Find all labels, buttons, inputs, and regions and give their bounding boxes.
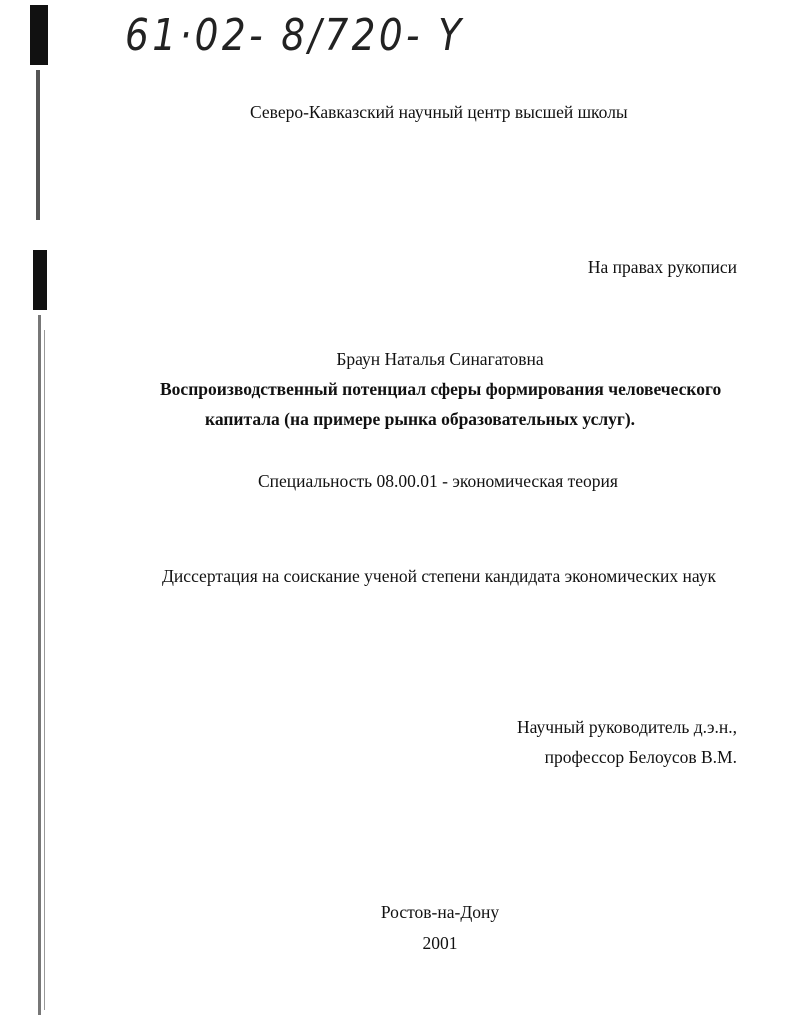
- institution-name: Северо-Кавказский научный центр высшей школы: [250, 102, 628, 122]
- rights-notice: На правах рукописи: [587, 257, 737, 277]
- handwritten-catalog-number: [125, 10, 524, 61]
- title-line-1: Воспроизводственный потенциал сферы формирования человеческого: [160, 379, 722, 399]
- supervisor-line-1: Научный руководитель д.э.н.,: [516, 717, 737, 737]
- degree-statement: Диссертация на соискание ученой степени кандидата экономических наук: [162, 566, 716, 586]
- author-name: Браун Наталья Синагатовна: [336, 349, 544, 369]
- scan-edge-artifact: [36, 70, 40, 220]
- scan-edge-artifact: [30, 5, 48, 65]
- title-line-2: капитала (на примере рынка образовательных услуг).: [205, 409, 636, 429]
- specialty: Специальность 08.00.01 - экономическая теория: [258, 471, 618, 491]
- year: 2001: [422, 933, 458, 953]
- supervisor-line-2: профессор Белоусов В.М.: [544, 747, 737, 767]
- scan-edge-artifact: [33, 250, 47, 310]
- city: Ростов-на-Дону: [380, 902, 500, 922]
- handwritten-text: 61·02- 8/720- Y: [125, 10, 465, 61]
